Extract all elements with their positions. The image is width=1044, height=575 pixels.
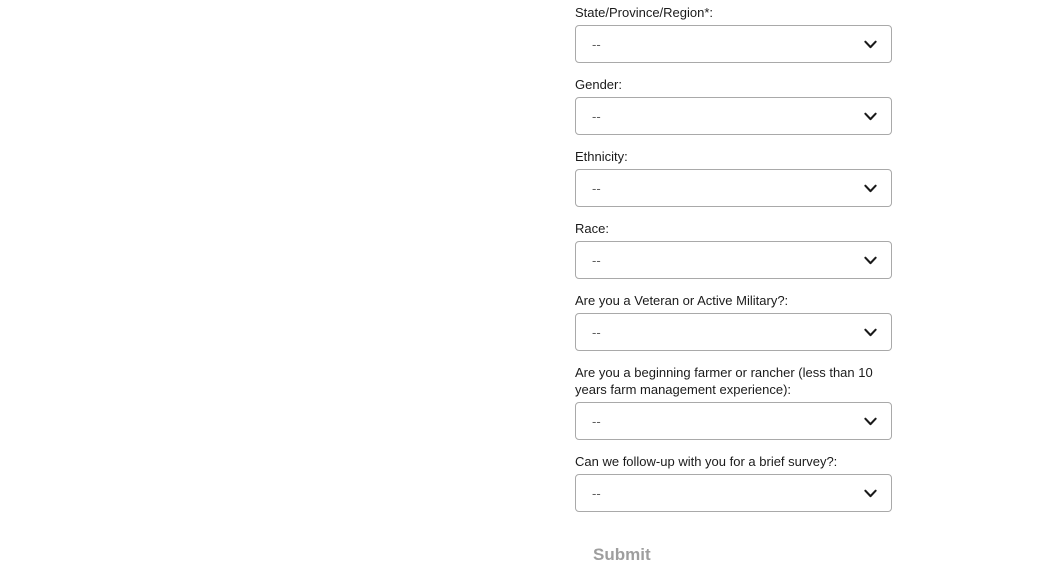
- ethnicity-select[interactable]: [575, 169, 892, 207]
- chevron-down-icon: [863, 486, 878, 501]
- field-label-state: State/Province/Region*:: [575, 5, 714, 20]
- field-label-beginning-farmer: Are you a beginning farmer or rancher (less than 10 years farm management experience):: [575, 365, 873, 397]
- chevron-down-icon: [863, 181, 878, 196]
- field-label-gender: Gender:: [575, 77, 622, 92]
- race-select[interactable]: [575, 241, 892, 279]
- field-label-veteran: Are you a Veteran or Active Military?:: [575, 293, 789, 308]
- select-value: --: [592, 108, 601, 124]
- form-field-beginning-farmer: [575, 364, 892, 440]
- select-value: --: [592, 413, 601, 429]
- veteran-active-military-select[interactable]: [575, 313, 892, 351]
- select-value: --: [592, 324, 601, 340]
- state-province-region-select[interactable]: [575, 25, 892, 63]
- beginning-farmer-select[interactable]: [575, 402, 892, 440]
- form-field-race: [575, 220, 892, 279]
- field-label-survey-followup: Can we follow-up with you for a brief survey?:: [575, 454, 838, 469]
- field-label-ethnicity: Ethnicity:: [575, 149, 628, 164]
- chevron-down-icon: [863, 253, 878, 268]
- form-field-ethnicity: [575, 148, 892, 207]
- select-value: --: [592, 36, 601, 52]
- form-field-survey-followup: [575, 453, 892, 512]
- select-value: --: [592, 485, 601, 501]
- field-label-race: Race:: [575, 221, 609, 236]
- form-field-veteran: [575, 292, 892, 351]
- chevron-down-icon: [863, 414, 878, 429]
- form-field-gender: [575, 76, 892, 135]
- select-value: --: [592, 180, 601, 196]
- chevron-down-icon: [863, 325, 878, 340]
- form-field-state: [575, 4, 892, 63]
- submit-button[interactable]: Submit: [575, 535, 669, 575]
- chevron-down-icon: [863, 37, 878, 52]
- survey-followup-select[interactable]: [575, 474, 892, 512]
- select-value: --: [592, 252, 601, 268]
- gender-select[interactable]: [575, 97, 892, 135]
- form-column: [575, 4, 892, 575]
- chevron-down-icon: [863, 109, 878, 124]
